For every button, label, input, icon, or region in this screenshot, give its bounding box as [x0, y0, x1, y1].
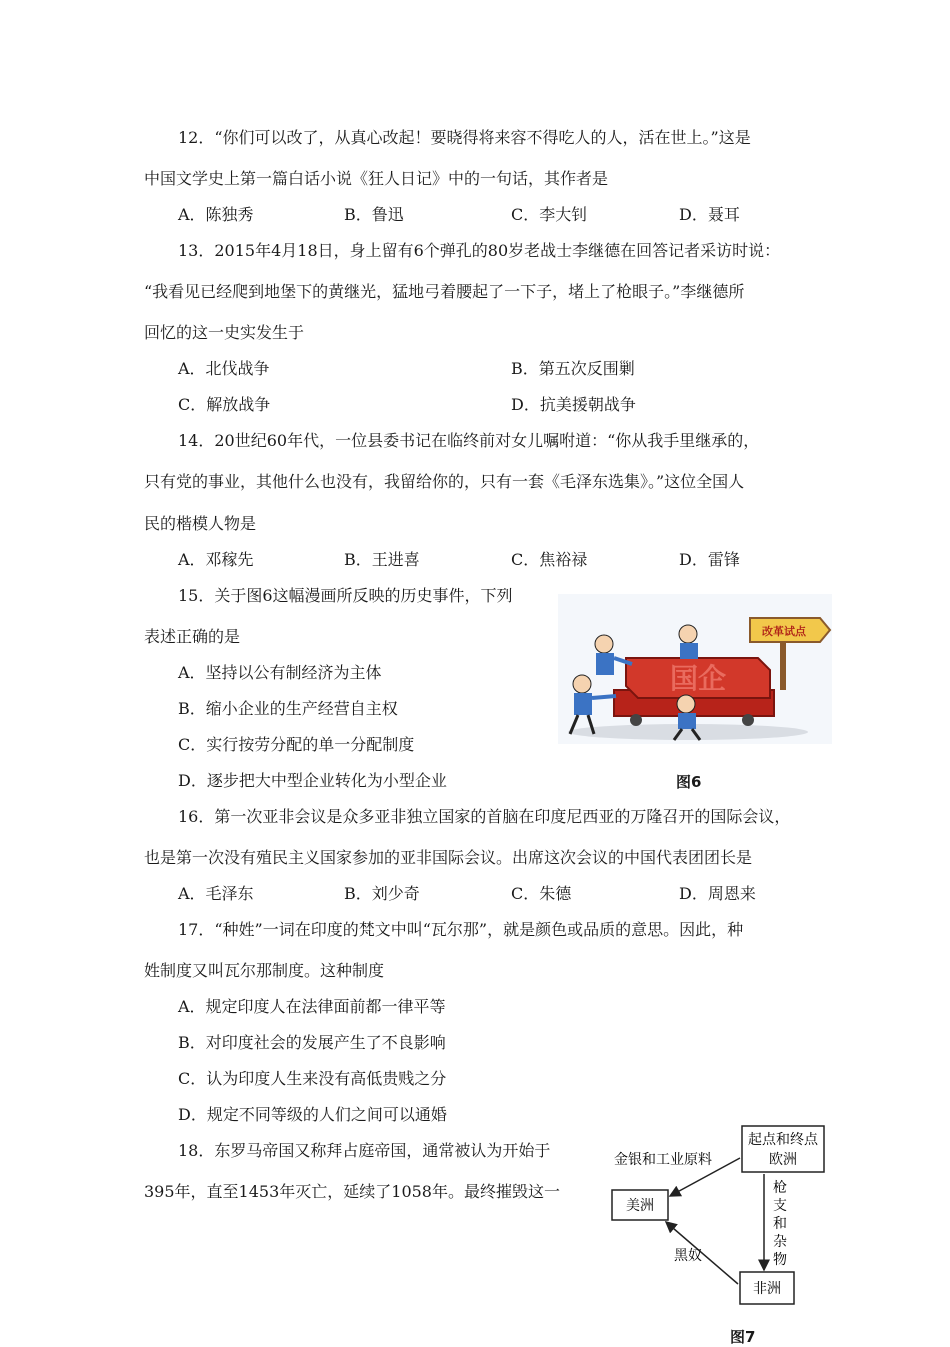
q16-option-c: C．朱德 — [511, 884, 572, 903]
label-guns-3: 和 — [773, 1216, 787, 1232]
q17-option-b: B．对印度社会的发展产生了不良影响 — [178, 1033, 446, 1052]
figure-6-block-text: 国企 — [669, 662, 727, 695]
label-slaves: 黑奴 — [674, 1248, 702, 1264]
q18-stem-line2: 395年，直至1453年灭亡，延续了1058年。最终摧毁这一 — [144, 1182, 560, 1201]
q16-option-a: A．毛泽东 — [178, 884, 254, 903]
label-guns-4: 杂 — [773, 1234, 787, 1250]
q17-option-a: A．规定印度人在法律面前都一律平等 — [178, 997, 446, 1016]
q13-option-c: C．解放战争 — [178, 395, 271, 414]
box-europe-line2: 欧洲 — [769, 1152, 797, 1168]
q13-option-a: A．北伐战争 — [178, 359, 270, 378]
q17-stem-line2: 姓制度又叫瓦尔那制度。这种制度 — [144, 961, 385, 980]
q12-option-c: C．李大钊 — [511, 205, 588, 224]
q18-stem-line1: 18．东罗马帝国又称拜占庭帝国，通常被认为开始于 — [178, 1141, 551, 1160]
q13-option-d: D．抗美援朝战争 — [511, 395, 636, 414]
q14-option-a: A．邓稼先 — [178, 550, 254, 569]
q13-stem-line1: 13．2015年4月18日，身上留有6个弹孔的80岁老战士李继德在回答记者采访时说： — [178, 241, 781, 260]
q15-stem-line2: 表述正确的是 — [144, 627, 241, 646]
box-europe-line1: 起点和终点 — [748, 1132, 818, 1148]
q15-option-a: A．坚持以公有制经济为主体 — [178, 663, 382, 682]
q12-option-b: B．鲁迅 — [344, 205, 404, 224]
figure-7-diagram — [604, 1124, 836, 1312]
q12-stem-line2: 中国文学史上第一篇白话小说《狂人日记》中的一句话，其作者是 — [144, 169, 609, 188]
label-gold-silver: 金银和工业原料 — [614, 1152, 712, 1168]
label-guns-1: 枪 — [773, 1180, 787, 1196]
q16-option-b: B．刘少奇 — [344, 884, 420, 903]
q13-option-b: B．第五次反围剿 — [511, 359, 635, 378]
q14-stem-line1: 14．20世纪60年代，一位县委书记在临终前对女儿嘱咐道：“你从我手里继承的， — [178, 431, 760, 450]
q13-stem-line3: 回忆的这一史实发生于 — [144, 323, 305, 342]
q14-option-c: C．焦裕禄 — [511, 550, 588, 569]
q17-option-d: D．规定不同等级的人们之间可以通婚 — [178, 1105, 447, 1124]
q17-stem-line1: 17．“种姓”一词在印度的梵文中叫“瓦尔那”，就是颜色或品质的意思。因此，种 — [178, 920, 744, 939]
q12-stem-line1: 12．“你们可以改了，从真心改起！要晓得将来容不得吃人的人，活在世上。”这是 — [178, 128, 751, 147]
q16-option-d: D．周恩来 — [679, 884, 756, 903]
q14-stem-line3: 民的楷模人物是 — [144, 514, 257, 533]
q13-stem-line2: “我看见已经爬到地堡下的黄继光，猛地弓着腰起了一下子，堵上了枪眼子。”李继德所 — [144, 282, 745, 301]
figure-6-sign-text: 改革试点 — [762, 625, 806, 638]
label-guns-2: 支 — [773, 1198, 787, 1214]
box-america-label: 美洲 — [626, 1198, 654, 1214]
q16-stem-line2: 也是第一次没有殖民主义国家参加的亚非国际会议。出席这次会议的中国代表团团长是 — [144, 848, 753, 867]
q14-option-b: B．王进喜 — [344, 550, 420, 569]
q15-stem-line1: 15．关于图6这幅漫画所反映的历史事件，下列 — [178, 586, 513, 605]
figure-7-caption: 图7 — [730, 1328, 756, 1346]
q15-option-d: D．逐步把大中型企业转化为小型企业 — [178, 771, 447, 790]
figure-6-caption: 图6 — [676, 773, 702, 791]
box-africa-label: 非洲 — [753, 1281, 781, 1297]
q15-option-b: B．缩小企业的生产经营自主权 — [178, 699, 398, 718]
q15-option-c: C．实行按劳分配的单一分配制度 — [178, 735, 415, 754]
q14-stem-line2: 只有党的事业，其他什么也没有，我留给你的，只有一套《毛泽东选集》。”这位全国人 — [144, 472, 745, 491]
label-guns-5: 物 — [773, 1252, 787, 1268]
q12-option-a: A．陈独秀 — [178, 205, 254, 224]
q17-option-c: C．认为印度人生来没有高低贵贱之分 — [178, 1069, 447, 1088]
q12-option-d: D．聂耳 — [679, 205, 740, 224]
figure-6-cartoon — [558, 594, 832, 744]
q16-stem-line1: 16．第一次亚非会议是众多亚非独立国家的首脑在印度尼西亚的万隆召开的国际会议， — [178, 807, 791, 826]
q14-option-d: D．雷锋 — [679, 550, 740, 569]
